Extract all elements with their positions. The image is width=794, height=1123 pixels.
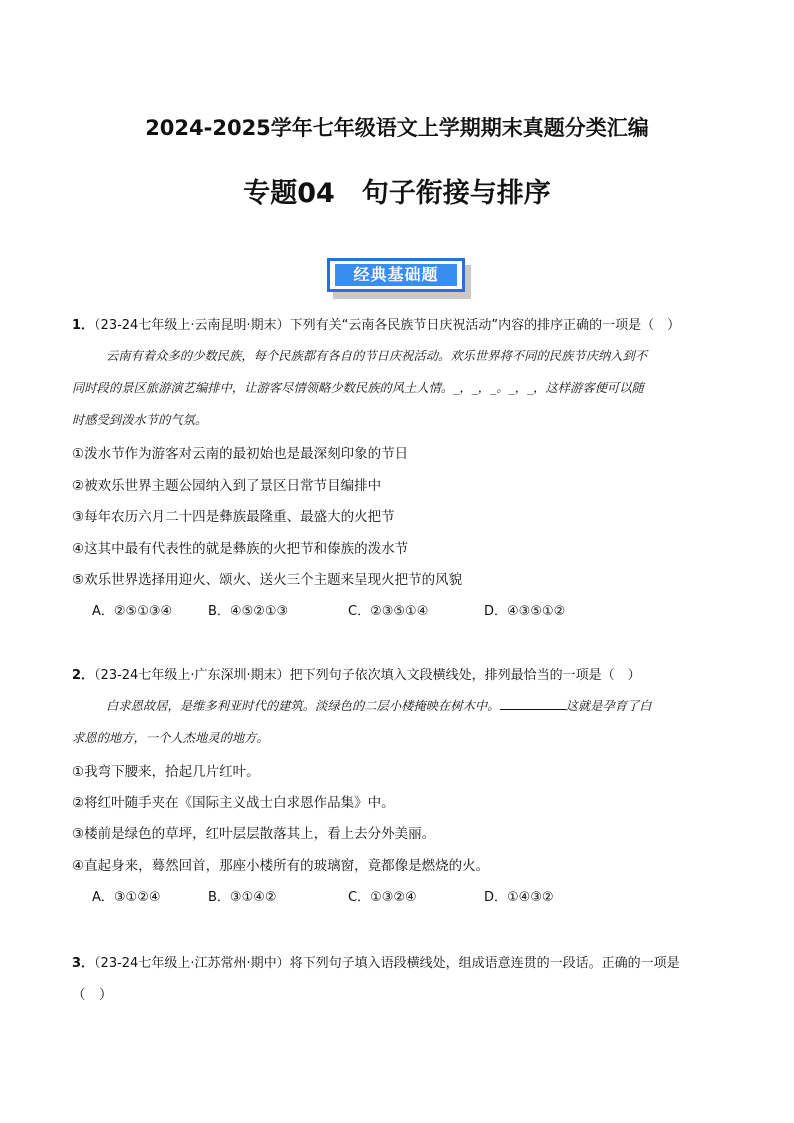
question-1-passage-line-2: 同时段的景区旅游演艺编排中，让游客尽情领略少数民族的风土人情。_，_，_。_，_，这样游客便可以随	[72, 381, 644, 395]
passage-text: 白求恩故居，是维多利亚时代的建筑。淡绿色的二层小楼掩映在树木中。	[106, 699, 500, 713]
question-source: （23-24七年级上·广东深圳·期末）	[94, 668, 290, 683]
section-badge-label: 经典基础题	[335, 264, 457, 286]
choice-a[interactable]: A．②⑤①③④	[92, 604, 173, 619]
question-1-passage-line-3: 时感受到泼水节的气氛。	[72, 413, 208, 427]
choice-c[interactable]: C．②③⑤①④	[348, 604, 429, 619]
question-3-header	[72, 952, 732, 971]
question-1-option: ⑤欢乐世界选择用迎火、颂火、送火三个主题来呈现火把节的风貌	[72, 572, 463, 588]
question-number: 1．	[72, 318, 95, 333]
question-1-option: ③每年农历六月二十四是彝族最隆重、最盛大的火把节	[72, 509, 395, 525]
question-1-header	[72, 314, 732, 333]
question-2-header	[72, 664, 732, 683]
fill-blank[interactable]	[500, 699, 566, 710]
question-1-choices	[0, 600, 794, 620]
question-2-option: ①我弯下腰来，拾起几片红叶。	[72, 764, 260, 780]
question-stem: 将下列句子填入语段横线处，组成语意连贯的一段话。正确的一项是	[289, 956, 680, 971]
question-2-option: ②将红叶随手夹在《国际主义战士白求恩作品集》中。	[72, 795, 395, 811]
question-2-option: ④直起身来，蓦然回首，那座小楼所有的玻璃窗，竟都像是燃烧的火。	[72, 858, 490, 874]
question-stem: 下列有关“云南各民族节日庆祝活动”内容的排序正确的一项是（ ）	[289, 318, 681, 333]
choice-c[interactable]: C．①③②④	[348, 890, 417, 905]
choice-d[interactable]: D．④③⑤①②	[484, 604, 566, 619]
choice-d[interactable]: D．①④③②	[484, 890, 554, 905]
question-number: 2．	[72, 668, 95, 683]
passage-text: 这就是孕育了白	[565, 699, 652, 713]
question-1-option: ④这其中最有代表性的就是彝族的火把节和傣族的泼水节	[72, 541, 409, 557]
choice-a[interactable]: A．③①②④	[92, 890, 161, 905]
document-title: 2024-2025学年七年级语文上学期期末真题分类汇编	[145, 116, 649, 140]
question-1-option: ①泼水节作为游客对云南的最初始也是最深刻印象的节日	[72, 446, 409, 462]
choice-b[interactable]: B．④⑤②①③	[208, 604, 289, 619]
question-2-passage-line-2: 求恩的地方，一个人杰地灵的地方。	[72, 731, 269, 745]
question-1-passage-line-1: 云南有着众多的少数民族，每个民族都有各自的节日庆祝活动。欢乐世界将不同的民族节庆纳入到不	[106, 349, 648, 363]
question-number: 3．	[72, 956, 95, 971]
question-2-option: ③楼前是绿色的草坪，红叶层层散落其上，看上去分外美丽。	[72, 826, 436, 842]
question-stem: 把下列句子依次填入文段横线处，排列最恰当的一项是（ ）	[289, 668, 641, 683]
document-subtitle: 专题04 句子衔接与排序	[243, 178, 551, 209]
question-source: （23-24七年级上·云南昆明·期末）	[94, 318, 290, 333]
question-2-choices	[0, 886, 794, 906]
choice-b[interactable]: B．③①④②	[208, 890, 277, 905]
question-3-stem-continued: （ ）	[72, 987, 113, 1003]
question-source: （23-24七年级上·江苏常州·期中）	[94, 956, 290, 971]
question-1-option: ②被欢乐世界主题公园纳入到了景区日常节目编排中	[72, 478, 382, 494]
question-2-passage-line-1	[72, 696, 732, 714]
section-badge	[327, 258, 465, 292]
